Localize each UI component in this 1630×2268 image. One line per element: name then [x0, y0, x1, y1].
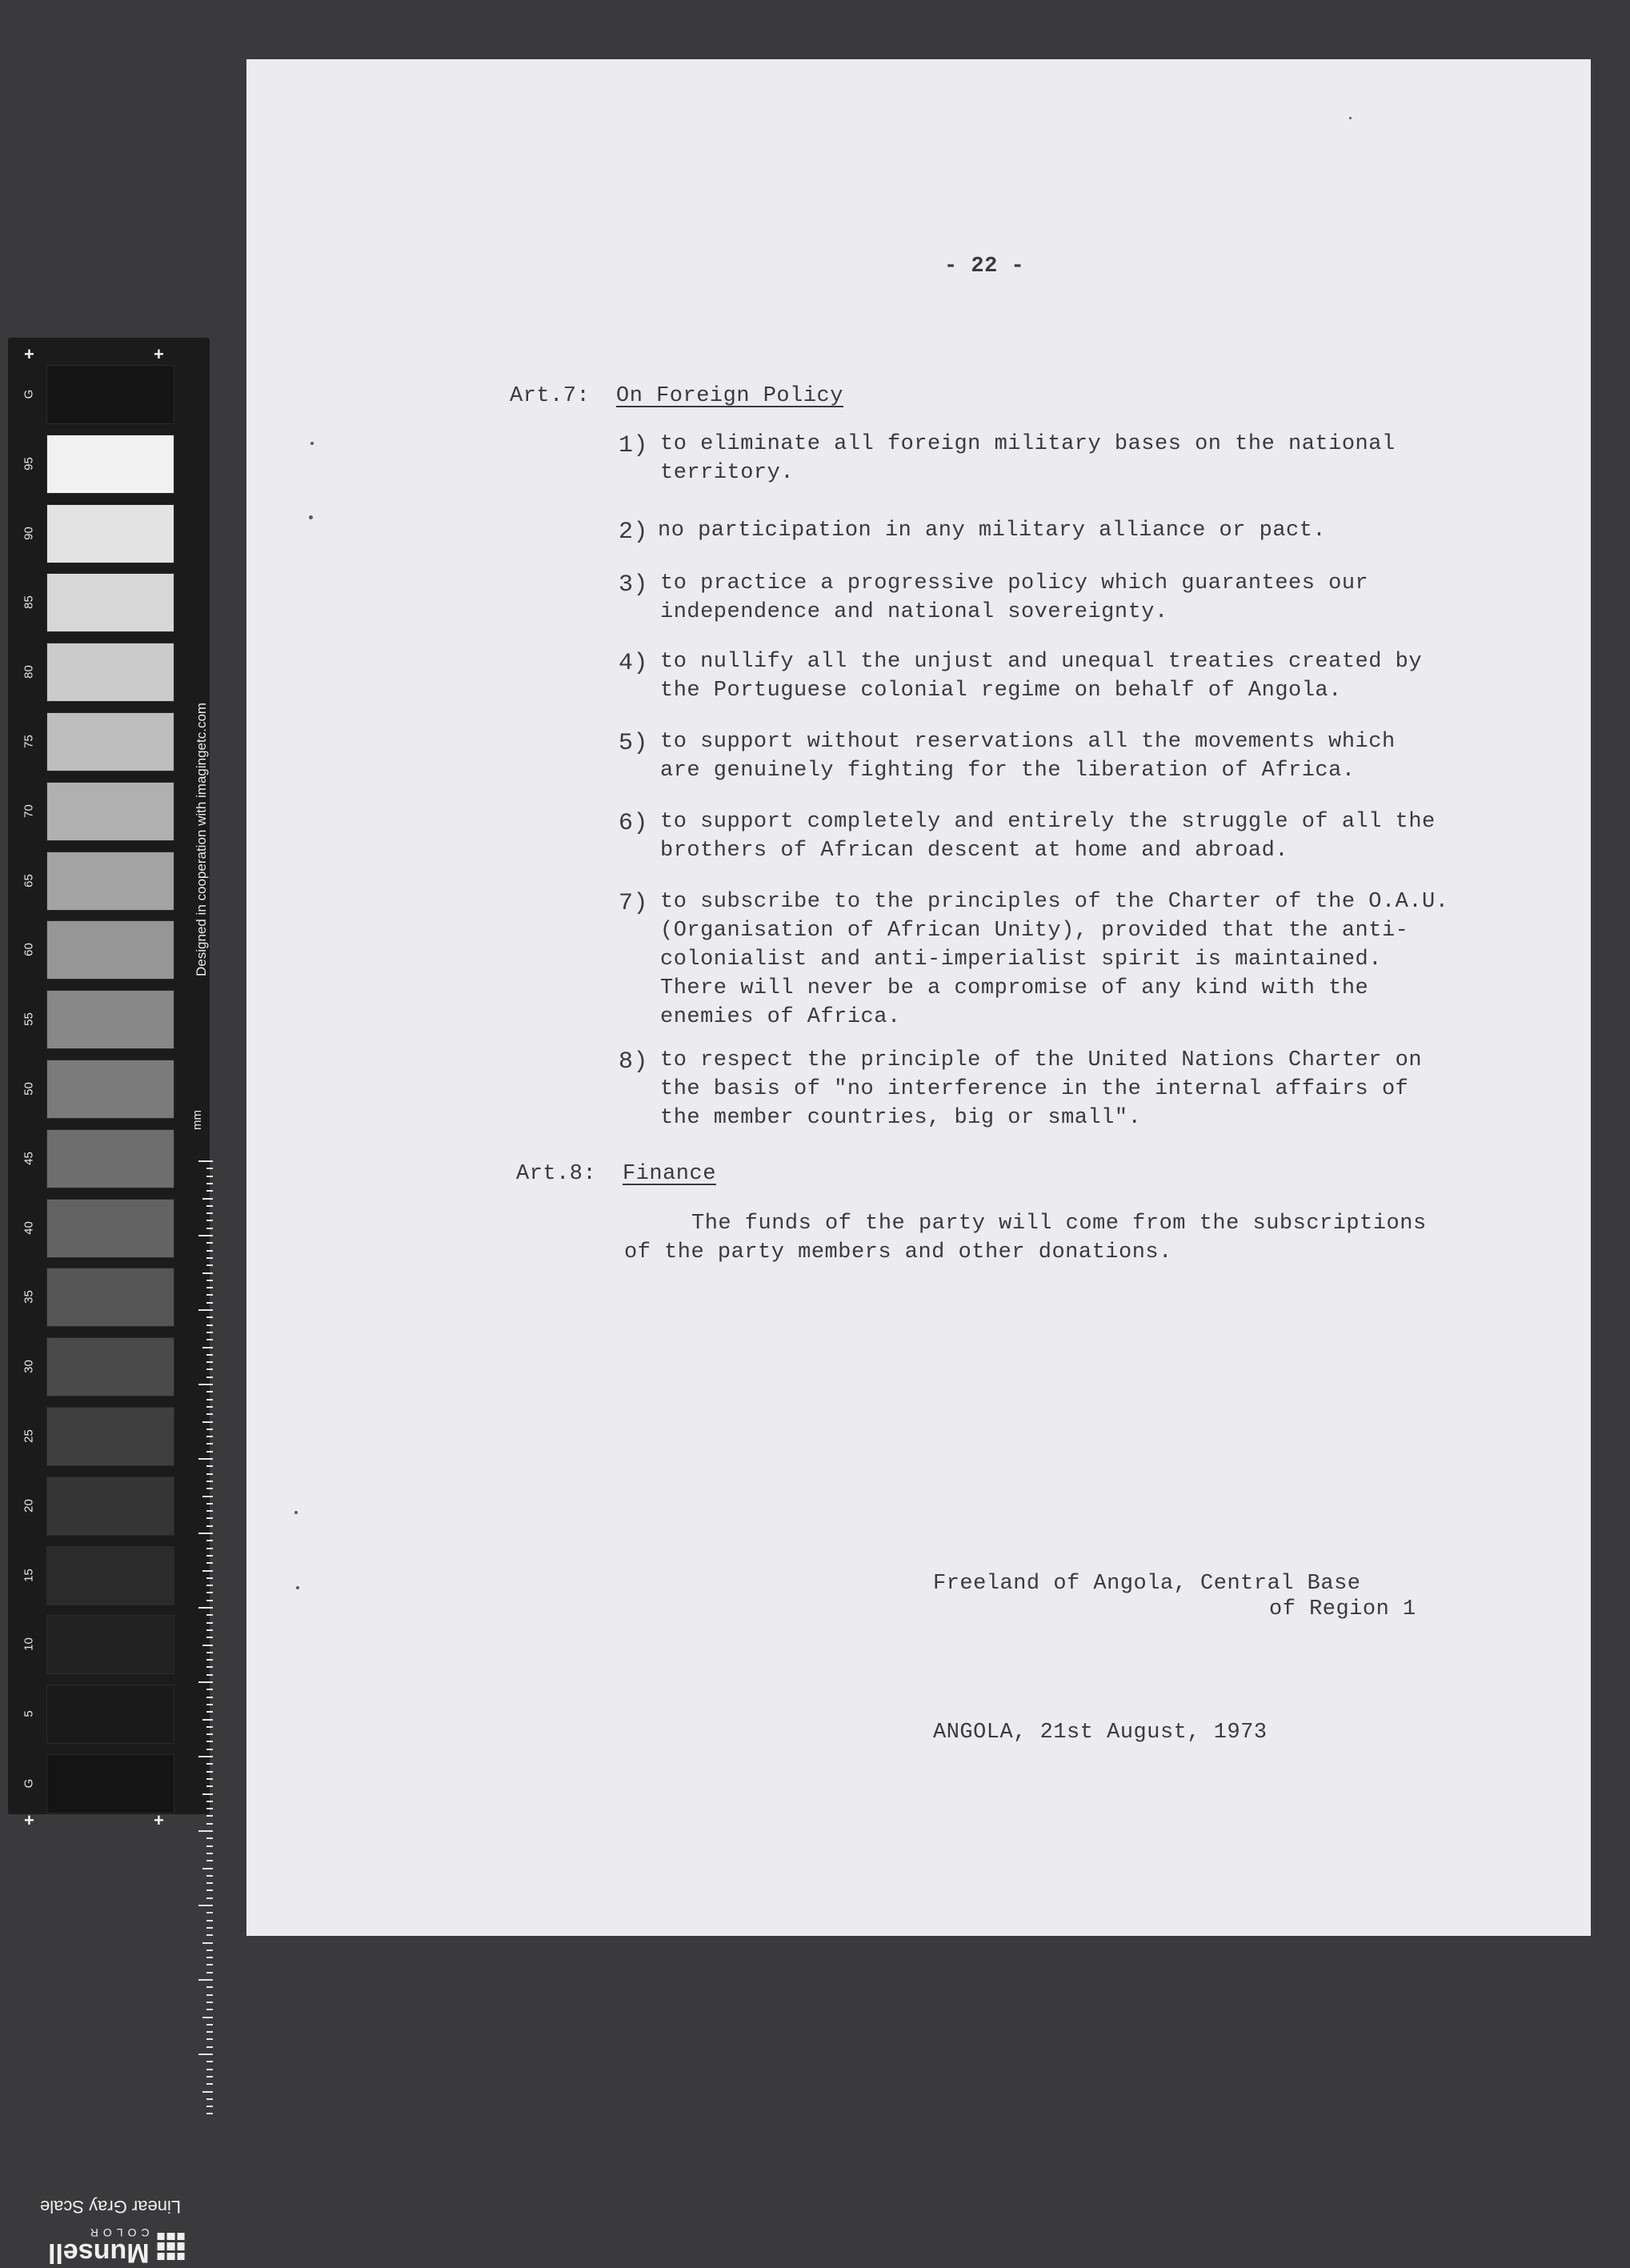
art7-item-text-line: to practice a progressive policy which guarantees our [660, 571, 1369, 595]
gray-swatch [46, 1546, 174, 1605]
ruler-tick [202, 1868, 213, 1869]
ruler-tick [206, 1853, 213, 1854]
ruler-tick [206, 1391, 213, 1392]
date-line: ANGOLA, 21st August, 1973 [933, 1721, 1268, 1745]
swatch-number: 80 [22, 665, 36, 679]
ruler-tick [198, 1607, 213, 1609]
ruler-tick [206, 1287, 213, 1288]
ruler-tick [206, 1443, 213, 1445]
signature-line-1: Freeland of Angola, Central Base [933, 1572, 1361, 1596]
ruler-tick [202, 1793, 213, 1795]
ruler-tick [202, 1719, 213, 1721]
ruler-tick [206, 1592, 213, 1593]
ruler-tick [206, 1517, 213, 1519]
ruler-tick [206, 1659, 213, 1661]
ruler-tick [206, 1666, 213, 1668]
page-number: - 22 - [944, 254, 1025, 278]
ruler-tick [206, 1585, 213, 1586]
art7-item-text-line: to support without reservations all the movements which [660, 730, 1396, 754]
ruler-tick [206, 2002, 213, 2003]
ruler-tick [206, 1875, 213, 1877]
ruler-tick [206, 1778, 213, 1780]
ruler-tick [206, 1726, 213, 1728]
swatch-number: 35 [22, 1290, 36, 1304]
ruler-tick [206, 1525, 213, 1527]
art7-item-text-line: to respect the principle of the United Nations Charter on [660, 1048, 1423, 1072]
ruler-tick [206, 1354, 213, 1356]
ruler-tick [206, 2024, 213, 2026]
ruler-tick [206, 1986, 213, 1988]
mm-ruler [197, 1160, 213, 2113]
ruler-tick [206, 1368, 213, 1370]
ruler-tick [198, 1756, 213, 1757]
ruler-tick [206, 2031, 213, 2033]
swatch-number: 60 [22, 943, 36, 957]
art7-item-number: 3) [619, 571, 649, 599]
ruler-tick [206, 1994, 213, 1996]
art7-item-text-line: brothers of African descent at home and abroad. [660, 839, 1289, 863]
ruler-tick [198, 1830, 213, 1832]
brand-name: Munsell [48, 2238, 150, 2268]
ruler-tick [206, 1376, 213, 1378]
ruler-tick [198, 1160, 213, 1162]
ruler-tick [206, 1510, 213, 1512]
art7-item-text-line: to nullify all the unjust and unequal treaties created by [660, 650, 1423, 674]
ruler-tick [206, 1205, 213, 1207]
linear-gray-scale-label: Linear Gray Scale [40, 2197, 182, 2217]
ruler-tick [198, 1905, 213, 1906]
ruler-tick [206, 1562, 213, 1564]
plus-mark: + [24, 1810, 34, 1830]
gray-swatch [46, 573, 174, 632]
ruler-tick [206, 2046, 213, 2048]
ruler-tick [202, 1198, 213, 1200]
munsell-logo [48, 2226, 185, 2266]
ruler-tick [206, 2113, 213, 2114]
munsell-grid-icon [158, 2233, 185, 2260]
ruler-tick [206, 1264, 213, 1266]
ruler-tick [202, 1347, 213, 1348]
art8-text-line-2: of the party members and other donations. [624, 1240, 1172, 1264]
swatch-number: G [22, 389, 36, 399]
art8-heading: Finance [623, 1162, 716, 1186]
ruler-tick [206, 1889, 213, 1891]
ruler-tick [202, 1645, 213, 1646]
ruler-tick [206, 1837, 213, 1839]
ruler-tick [206, 1280, 213, 1281]
paper-speck [294, 1511, 298, 1514]
ruler-tick [206, 1637, 213, 1638]
ruler-tick [206, 1324, 213, 1326]
swatch-number: 5 [22, 1710, 36, 1717]
ruler-tick [206, 1763, 213, 1765]
document-page [246, 59, 1591, 1936]
ruler-tick [206, 1785, 213, 1787]
ruler-tick [206, 1503, 213, 1505]
art7-item-text-line: to support completely and entirely the struggle of all the [660, 810, 1436, 834]
ruler-tick [202, 1421, 213, 1423]
gray-swatch [46, 1129, 174, 1188]
ruler-tick [206, 1704, 213, 1705]
paper-speck [310, 442, 314, 445]
art7-item-text-line: enemies of Africa. [660, 1005, 901, 1029]
ruler-tick [206, 1957, 213, 1958]
ruler-tick [198, 1384, 213, 1385]
ruler-tick [202, 2017, 213, 2018]
gray-scale-card: G 95 90 85 80 75 70 65 60 55 50 45 40 35 30 25 20 15 10 5 G + + + + Designed in cooperation with imagingetc.com mm Linear Gray Scale Munsell COLOR [8, 338, 210, 1814]
ruler-tick [206, 1399, 213, 1400]
art7-item-text-line: no participation in any military alliance or pact. [658, 519, 1327, 543]
ruler-tick [206, 1927, 213, 1929]
ruler-tick [206, 1801, 213, 1802]
gray-swatch [46, 1754, 174, 1813]
gray-swatch [46, 782, 174, 841]
ruler-tick [206, 1882, 213, 1884]
ruler-tick [206, 1228, 213, 1229]
ruler-tick [206, 1413, 213, 1415]
ruler-tick [206, 2106, 213, 2107]
art7-item-text-line: the member countries, big or small". [660, 1106, 1142, 1130]
ruler-tick [206, 1741, 213, 1742]
swatch-number: 65 [22, 873, 36, 888]
ruler-tick [206, 2098, 213, 2100]
swatch-number: 85 [22, 595, 36, 610]
swatch-number: 20 [22, 1498, 36, 1513]
ruler-tick [206, 1220, 213, 1221]
swatch-number: 95 [22, 456, 36, 471]
plus-mark: + [24, 344, 34, 364]
gray-swatch [46, 1268, 174, 1327]
ruler-tick [206, 2083, 213, 2085]
ruler-tick [206, 1548, 213, 1549]
plus-mark: + [154, 344, 164, 364]
ruler-tick [206, 1488, 213, 1489]
ruler-tick [206, 1168, 213, 1169]
plus-mark: + [154, 1810, 164, 1830]
art7-item-text-line: the Portuguese colonial regime on behalf of Angola. [660, 679, 1342, 703]
ruler-tick [206, 1629, 213, 1631]
ruler-tick [206, 2038, 213, 2040]
swatch-number: 90 [22, 526, 36, 540]
ruler-tick [206, 1361, 213, 1363]
swatch-number: 30 [22, 1360, 36, 1374]
gray-swatch [46, 1407, 174, 1466]
swatch-number: 25 [22, 1429, 36, 1443]
art8-label: Art.8: [516, 1162, 597, 1186]
ruler-tick [202, 2091, 213, 2093]
ruler-tick [206, 1183, 213, 1184]
brand-sub: COLOR [85, 2226, 150, 2239]
swatch-number: 75 [22, 735, 36, 748]
ruler-tick [206, 1600, 213, 1601]
swatch-number: 50 [22, 1082, 36, 1096]
ruler-tick [206, 2069, 213, 2070]
art7-item-number: 4) [619, 650, 649, 677]
art7-item-text-line: colonialist and anti-imperialist spirit is maintained. [660, 948, 1382, 972]
art7-item-number: 8) [619, 1048, 649, 1076]
art7-item-text-line: There will never be a compromise of any kind with the [660, 976, 1369, 1000]
ruler-tick [198, 1681, 213, 1683]
gray-swatch [46, 1477, 174, 1536]
ruler-tick [202, 1272, 213, 1274]
ruler-tick [206, 1212, 213, 1214]
ruler-tick [206, 1429, 213, 1430]
art8-text-line-1: The funds of the party will come from the subscriptions [691, 1212, 1427, 1236]
ruler-tick [206, 1577, 213, 1579]
ruler-tick [206, 1749, 213, 1750]
ruler-tick [206, 1823, 213, 1825]
ruler-tick [206, 1674, 213, 1676]
ruler-tick [206, 1332, 213, 1333]
ruler-tick [206, 1540, 213, 1541]
gray-swatch [46, 435, 174, 494]
ruler-tick [206, 1733, 213, 1735]
swatch-number: 45 [22, 1151, 36, 1165]
art7-item-number: 5) [619, 730, 649, 757]
swatch-number: 55 [22, 1012, 36, 1027]
ruler-tick [202, 1942, 213, 1944]
art7-item-number: 7) [619, 890, 649, 917]
art7-item-text-line: (Organisation of African Unity), provided that the anti- [660, 919, 1409, 943]
art7-item-number: 2) [619, 519, 649, 546]
ruler-tick [206, 1808, 213, 1809]
gray-swatch [46, 990, 174, 1049]
ruler-tick [206, 2061, 213, 2062]
paper-speck [309, 515, 313, 519]
ruler-tick [206, 1176, 213, 1177]
art7-label: Art.7: [510, 384, 591, 408]
gray-swatch [46, 712, 174, 771]
swatch-number: 40 [22, 1220, 36, 1235]
ruler-tick [206, 1257, 213, 1259]
ruler-tick [202, 1570, 213, 1572]
ruler-tick [206, 1711, 213, 1713]
art7-item-text-line: independence and national sovereignty. [660, 600, 1168, 624]
ruler-tick [206, 1652, 213, 1653]
ruler-tick [206, 1481, 213, 1482]
ruler-tick [206, 1316, 213, 1318]
ruler-tick [198, 1533, 213, 1534]
ruler-tick [206, 1815, 213, 1817]
art7-heading: On Foreign Policy [616, 384, 843, 408]
ruler-tick [206, 1250, 213, 1252]
art7-item-number: 6) [619, 810, 649, 837]
ruler-tick [206, 1339, 213, 1340]
gray-swatch [46, 1337, 174, 1396]
ruler-tick [206, 1689, 213, 1690]
gray-swatch [46, 365, 174, 424]
ruler-tick [206, 1949, 213, 1951]
ruler-tick [206, 1934, 213, 1936]
ruler-tick [206, 1622, 213, 1624]
ruler-tick [198, 1235, 213, 1236]
gray-swatch [46, 1685, 174, 1744]
ruler-tick [206, 1771, 213, 1773]
ruler-tick [206, 1451, 213, 1453]
gray-swatch [46, 920, 174, 980]
gray-swatch [46, 1199, 174, 1258]
paper-speck [1349, 117, 1352, 119]
gray-swatch [46, 643, 174, 702]
art7-item-text-line: to subscribe to the principles of the Charter of the O.A.U. [660, 890, 1449, 914]
ruler-tick [206, 1555, 213, 1557]
ruler-tick [206, 1190, 213, 1192]
signature-line-2: of Region 1 [1269, 1597, 1416, 1621]
ruler-tick [206, 1294, 213, 1296]
ruler-tick [206, 2009, 213, 2010]
ruler-tick [206, 1912, 213, 1913]
ruler-tick [202, 1496, 213, 1497]
ruler-tick [206, 1860, 213, 1861]
art7-item-text-line: are genuinely fighting for the liberation of Africa. [660, 759, 1356, 783]
ruler-tick [206, 1465, 213, 1467]
ruler-tick [206, 1964, 213, 1965]
gray-swatch [46, 852, 174, 911]
ruler-tick [206, 1406, 213, 1408]
ruler-tick [206, 2076, 213, 2078]
ruler-tick [206, 1302, 213, 1304]
gray-swatch [46, 1615, 174, 1674]
art7-item-text-line: territory. [660, 461, 795, 485]
ruler-tick [206, 1242, 213, 1244]
ruler-tick [206, 1972, 213, 1973]
ruler-tick [206, 1897, 213, 1899]
swatch-number: 10 [22, 1637, 36, 1652]
ruler-tick [206, 1697, 213, 1698]
swatch-number: 15 [22, 1568, 36, 1582]
gray-swatch [46, 504, 174, 563]
art7-item-text-line: the basis of "no interference in the internal affairs of [660, 1077, 1409, 1101]
paper-speck [296, 1586, 299, 1589]
ruler-tick [198, 2054, 213, 2055]
gray-swatch [46, 1060, 174, 1119]
art7-item-text-line: to eliminate all foreign military bases on the national [660, 432, 1396, 456]
ruler-tick [198, 1309, 213, 1311]
ruler-tick [206, 1436, 213, 1437]
ruler-tick [206, 1614, 213, 1616]
art7-item-number: 1) [619, 432, 649, 459]
ruler-tick [206, 1473, 213, 1475]
swatch-number: 70 [22, 803, 36, 818]
ruler-tick [206, 1920, 213, 1921]
ruler-tick [198, 1458, 213, 1460]
ruler-tick [198, 1979, 213, 1981]
swatch-number: G [22, 1778, 36, 1789]
ruler-tick [206, 1845, 213, 1847]
